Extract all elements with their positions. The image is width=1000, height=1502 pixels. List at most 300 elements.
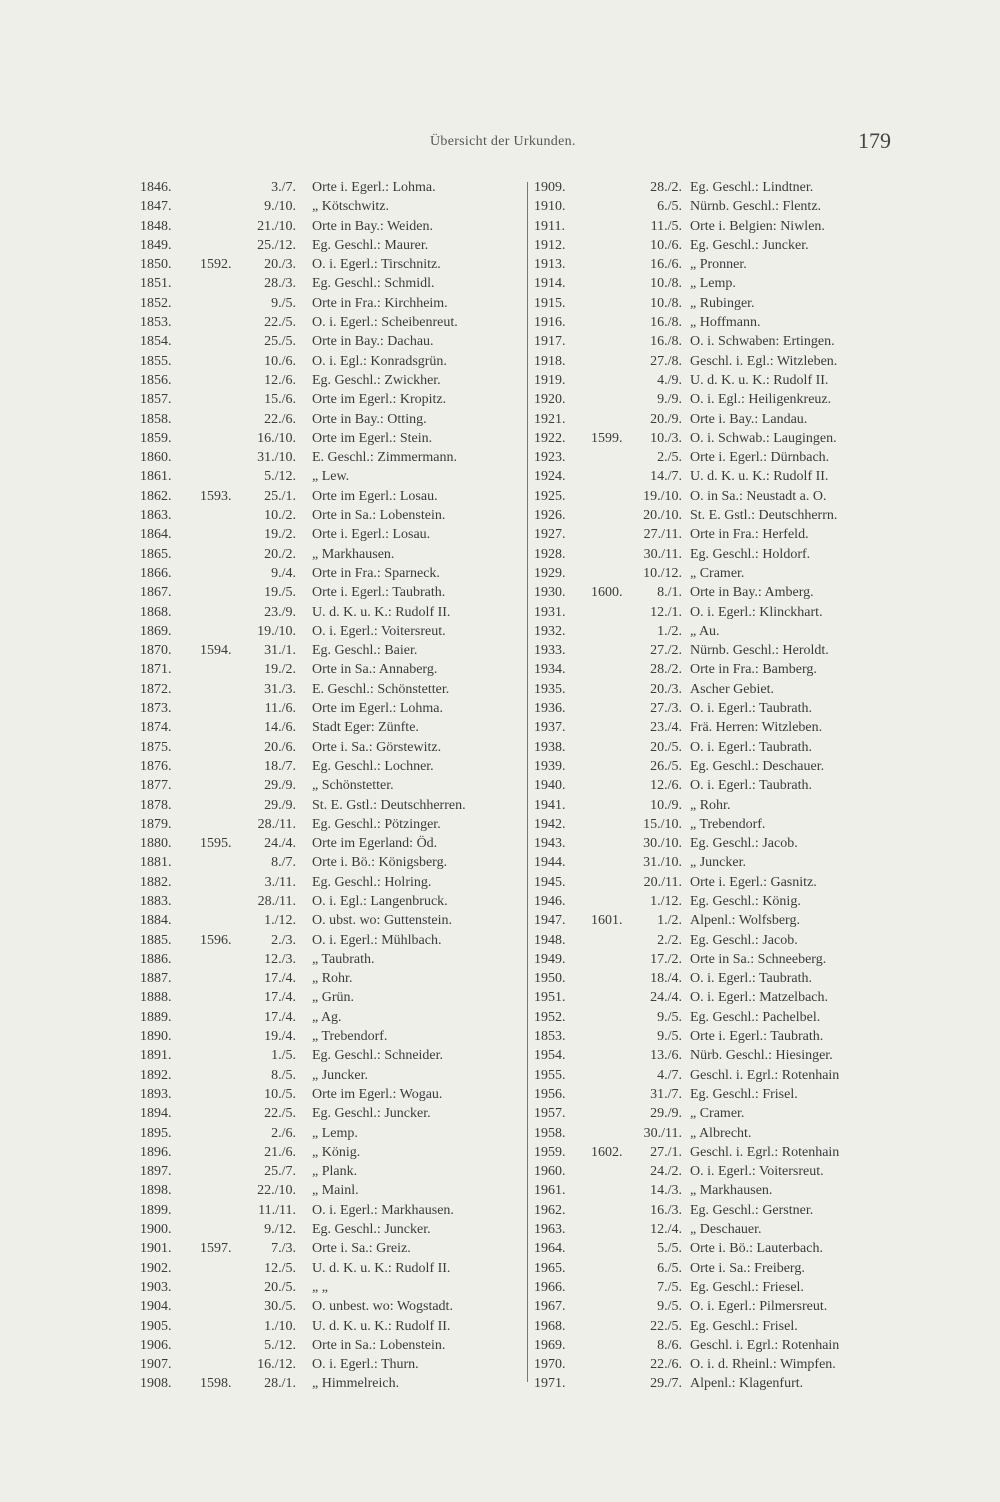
entry-date: 19./5. <box>264 585 296 601</box>
entry-number: 1932. <box>534 623 566 639</box>
entry-description: Eg. Geschl.: Holring. <box>312 874 432 890</box>
entry-date: 9./5. <box>657 1009 682 1025</box>
entry-description: O. i. Egerl.: Voitersreut. <box>690 1164 824 1180</box>
entry-number: 1939. <box>534 758 566 774</box>
entry-date: 20./5. <box>650 739 682 755</box>
entry-number: 1945. <box>534 874 566 890</box>
entry-number: 1926. <box>534 508 566 524</box>
list-item <box>140 1317 528 1336</box>
entry-date: 15./10. <box>643 816 682 832</box>
entry-description: Orte i. Bö.: Lauterbach. <box>690 1241 823 1257</box>
entry-number: 1899. <box>140 1202 172 1218</box>
entry-description: Geschl. i. Egrl.: Rotenhain <box>690 1144 840 1160</box>
entry-date: 19./10. <box>643 488 682 504</box>
entry-description: Eg. Geschl.: Lindtner. <box>690 180 814 195</box>
list-item <box>140 1124 528 1143</box>
entry-number: 1854. <box>140 334 172 350</box>
entry-date: 22./6. <box>650 1357 682 1373</box>
entry-year: 1600. <box>591 585 623 601</box>
entry-date: 12./5. <box>264 1260 296 1276</box>
entry-number: 1934. <box>534 662 566 678</box>
entry-number: 1889. <box>140 1009 172 1025</box>
entry-number: 1960. <box>534 1164 566 1180</box>
list-item <box>534 815 914 834</box>
entry-description: Eg. Geschl.: Holdorf. <box>690 546 811 562</box>
entry-description: Orte i. Bö.: Königsberg. <box>312 855 448 871</box>
entry-date: 9./5. <box>657 1299 682 1315</box>
entry-date: 3./11. <box>264 874 296 890</box>
entry-date: 2./2. <box>657 932 682 948</box>
entry-number: 1911. <box>534 218 565 234</box>
entry-description: E. Geschl.: Schönstetter. <box>312 681 450 697</box>
entry-description: U. d. K. u. K.: Rudolf II. <box>312 604 451 620</box>
entry-number: 1947. <box>534 913 566 929</box>
entry-date: 23./4. <box>650 720 682 736</box>
entry-number: 1917. <box>534 334 566 350</box>
entry-date: 12./3. <box>264 951 296 967</box>
list-item <box>534 1278 914 1297</box>
entry-number: 1913. <box>534 257 566 273</box>
entry-number: 1966. <box>534 1279 566 1295</box>
entry-date: 27./2. <box>650 643 682 659</box>
entry-year: 1593. <box>200 488 232 504</box>
entry-number: 1922. <box>534 430 566 446</box>
list-item <box>534 371 914 390</box>
entry-description: „ Albrecht. <box>690 1125 752 1141</box>
entry-description: Eg. Geschl.: Jacob. <box>690 932 798 948</box>
entry-description: Nürnb. Geschl.: Flentz. <box>690 199 822 215</box>
entry-description: Orte in Sa.: Lobenstein. <box>312 508 446 524</box>
entry-number: 1892. <box>140 1067 172 1083</box>
entry-date: 6./5. <box>657 199 682 215</box>
entry-date: 29./7. <box>650 1376 682 1392</box>
list-item <box>140 352 528 371</box>
entry-description: O. ubst. wo: Guttenstein. <box>312 913 452 929</box>
list-item <box>140 197 528 216</box>
entry-description: U. d. K. u. K.: Rudolf II. <box>312 1260 451 1276</box>
entry-number: 1909. <box>534 180 566 195</box>
entry-description: Orte in Bay.: Otting. <box>312 411 427 427</box>
entry-number: 1867. <box>140 585 172 601</box>
entry-description: Eg. Geschl.: Frisel. <box>690 1086 798 1102</box>
list-item <box>534 660 914 679</box>
entry-date: 1./12. <box>264 913 296 929</box>
list-item <box>534 332 914 351</box>
list-item <box>140 1008 528 1027</box>
entry-description: Orte i. Sa.: Freiberg. <box>690 1260 805 1276</box>
entry-date: 26./5. <box>650 758 682 774</box>
entry-date: 10./6. <box>264 353 296 369</box>
list-item <box>140 969 528 988</box>
entry-description: „ Ag. <box>312 1009 342 1025</box>
entry-number: 1887. <box>140 971 172 987</box>
column-divider <box>527 182 528 1382</box>
entry-number: 1860. <box>140 450 172 466</box>
entry-number: 1901. <box>140 1241 172 1257</box>
entry-description: Orte in Fra.: Kirchheim. <box>312 295 448 311</box>
entry-description: „ Rohr. <box>312 971 353 987</box>
entry-number: 1940. <box>534 778 566 794</box>
entry-number: 1853. <box>534 1029 566 1045</box>
entry-number: 1882. <box>140 874 172 890</box>
list-item <box>140 911 528 930</box>
entry-description: Orte in Sa.: Lobenstein. <box>312 1337 446 1353</box>
entry-description: O. i. Egerl.: Matzelbach. <box>690 990 829 1006</box>
entry-description: „ Markhausen. <box>312 546 395 562</box>
list-item <box>534 1336 914 1355</box>
entry-date: 10./3. <box>650 430 682 446</box>
entry-number: 1919. <box>534 372 566 388</box>
entry-description: St. E. Gstl.: Deutschherrn. <box>690 508 838 524</box>
entry-number: 1858. <box>140 411 172 427</box>
entry-date: 4./9. <box>657 372 682 388</box>
entry-year: 1595. <box>200 836 232 852</box>
entry-description: E. Geschl.: Zimmermann. <box>312 450 458 466</box>
entry-description: „ Taubrath. <box>312 951 375 967</box>
entry-description: Orte i. Belgien: Niwlen. <box>690 218 825 234</box>
entry-date: 5./5. <box>657 1241 682 1257</box>
right-column <box>534 178 914 1394</box>
entry-number: 1941. <box>534 797 566 813</box>
entry-date: 18./7. <box>264 758 296 774</box>
entry-date: 9./12. <box>264 1222 296 1238</box>
list-item <box>140 718 528 737</box>
list-item <box>534 1162 914 1181</box>
entry-description: U. d. K. u. K.: Rudolf II. <box>690 372 829 388</box>
entry-number: 1921. <box>534 411 566 427</box>
entry-description: „ Lew. <box>312 469 350 485</box>
list-item <box>534 1355 914 1374</box>
list-item <box>140 660 528 679</box>
entry-number: 1969. <box>534 1337 566 1353</box>
entry-date: 15./6. <box>264 392 296 408</box>
entry-number: 1857. <box>140 392 172 408</box>
entry-number: 1869. <box>140 623 172 639</box>
entry-number: 1946. <box>534 893 566 909</box>
list-item <box>534 1085 914 1104</box>
entry-date: 1./2. <box>657 623 682 639</box>
entry-date: 10./8. <box>650 295 682 311</box>
entry-number: 1910. <box>534 199 566 215</box>
entry-number: 1938. <box>534 739 566 755</box>
entry-date: 11./6. <box>264 701 296 717</box>
list-item <box>140 332 528 351</box>
entry-date: 29./9. <box>264 797 296 813</box>
entry-number: 1908. <box>140 1376 172 1392</box>
entry-number: 1927. <box>534 527 566 543</box>
entry-description: „ Schönstetter. <box>312 778 394 794</box>
entry-description: „ Rohr. <box>690 797 731 813</box>
entry-number: 1923. <box>534 450 566 466</box>
entry-date: 9./5. <box>271 295 296 311</box>
entry-description: Eg. Geschl.: Lochner. <box>312 758 434 774</box>
entry-description: „ Plank. <box>312 1164 358 1180</box>
entry-description: Frä. Herren: Witzleben. <box>690 720 823 736</box>
entry-description: O. i. Schwab.: Laugingen. <box>690 430 837 446</box>
page-number: 179 <box>858 128 891 153</box>
entry-number: 1925. <box>534 488 566 504</box>
entry-number: 1918. <box>534 353 566 369</box>
entry-description: Alpenl.: Klagenfurt. <box>690 1376 804 1392</box>
entry-number: 1965. <box>534 1260 566 1276</box>
entry-description: O. i. Egerl.: Scheibenreut. <box>312 315 458 331</box>
list-item <box>534 1220 914 1239</box>
entry-date: 2./5. <box>657 450 682 466</box>
entry-number: 1884. <box>140 913 172 929</box>
list-item <box>534 969 914 988</box>
entry-number: 1846. <box>140 180 172 195</box>
entry-description: Geschl. i. Egrl.: Rotenhain <box>690 1337 840 1353</box>
entry-number: 1851. <box>140 276 172 292</box>
entry-description: Orte i. Egerl.: Taubrath. <box>690 1029 824 1045</box>
list-item <box>140 1066 528 1085</box>
entry-description: O. unbest. wo: Wogstadt. <box>312 1299 453 1315</box>
entry-number: 1968. <box>534 1318 566 1334</box>
list-item <box>534 1027 914 1046</box>
entry-description: Orte im Egerl.: Wogau. <box>312 1086 443 1102</box>
entry-description: Orte in Bay.: Dachau. <box>312 334 434 350</box>
list-item <box>534 429 914 448</box>
list-item <box>534 467 914 486</box>
entry-number: 1959. <box>534 1144 566 1160</box>
entry-date: 27./1. <box>650 1144 682 1160</box>
entry-number: 1943. <box>534 836 566 852</box>
entry-number: 1878. <box>140 797 172 813</box>
list-item <box>140 1027 528 1046</box>
entry-number: 1881. <box>140 855 172 871</box>
list-item <box>140 1162 528 1181</box>
entry-number: 1954. <box>534 1048 566 1064</box>
list-item <box>140 1201 528 1220</box>
entry-date: 20./5. <box>264 1279 296 1295</box>
entry-description: O. i. Egerl.: Voitersreut. <box>312 623 446 639</box>
list-item <box>534 796 914 815</box>
entry-year: 1596. <box>200 932 232 948</box>
entry-number: 1900. <box>140 1222 172 1238</box>
entry-description: „ Kötschwitz. <box>312 199 389 215</box>
list-item <box>140 776 528 795</box>
entry-description: Stadt Eger: Zünfte. <box>312 720 419 736</box>
entry-number: 1931. <box>534 604 566 620</box>
entry-description: O. in Sa.: Neustadt a. O. <box>690 488 827 504</box>
entry-description: O. i. Egerl.: Thurn. <box>312 1357 419 1373</box>
entry-date: 20./6. <box>264 739 296 755</box>
entry-description: Orte i. Sa.: Görstewitz. <box>312 739 442 755</box>
entry-year: 1601. <box>591 913 623 929</box>
list-item <box>140 467 528 486</box>
list-item <box>534 313 914 332</box>
entry-date: 1./5. <box>271 1048 296 1064</box>
list-item <box>140 738 528 757</box>
entry-date: 31./1. <box>264 643 296 659</box>
entry-description: Orte i. Sa.: Greiz. <box>312 1241 411 1257</box>
entry-date: 1./12. <box>650 893 682 909</box>
entry-number: 1864. <box>140 527 172 543</box>
entry-date: 31./10. <box>643 855 682 871</box>
list-item <box>140 506 528 525</box>
list-item <box>534 1181 914 1200</box>
entry-date: 17./4. <box>264 1009 296 1025</box>
entry-number: 1936. <box>534 701 566 717</box>
running-title: Übersicht der Urkunden. <box>430 134 576 149</box>
entry-description: O. i. Egl.: Heiligenkreuz. <box>690 392 832 408</box>
list-item <box>140 931 528 950</box>
entry-date: 9./9. <box>657 392 682 408</box>
entry-date: 18./4. <box>650 971 682 987</box>
entry-number: 1871. <box>140 662 172 678</box>
entry-number: 1912. <box>534 237 566 253</box>
entry-date: 10./2. <box>264 508 296 524</box>
entry-date: 5./12. <box>264 1337 296 1353</box>
entry-date: 21./6. <box>264 1144 296 1160</box>
entry-year: 1597. <box>200 1241 232 1257</box>
entry-number: 1964. <box>534 1241 566 1257</box>
entry-number: 1929. <box>534 565 566 581</box>
page-header <box>0 130 1000 160</box>
entry-date: 19./10. <box>257 623 296 639</box>
entry-date: 6./5. <box>657 1260 682 1276</box>
entry-number: 1916. <box>534 315 566 331</box>
entry-date: 20./3. <box>650 681 682 697</box>
list-item <box>534 776 914 795</box>
entry-number: 1886. <box>140 951 172 967</box>
entry-description: Orte im Egerl.: Stein. <box>312 430 433 446</box>
entry-description: „ Cramer. <box>690 565 745 581</box>
entry-number: 1893. <box>140 1086 172 1102</box>
entry-number: 1850. <box>140 257 172 273</box>
list-item <box>534 622 914 641</box>
entry-number: 1862. <box>140 488 172 504</box>
list-item <box>140 178 528 197</box>
entry-date: 16./8. <box>650 334 682 350</box>
list-item <box>534 448 914 467</box>
entry-number: 1883. <box>140 893 172 909</box>
entry-date: 9./5. <box>657 1029 682 1045</box>
entry-description: „ Juncker. <box>312 1067 368 1083</box>
entry-description: Eg. Geschl.: Jacob. <box>690 836 798 852</box>
entry-date: 19./2. <box>264 527 296 543</box>
entry-date: 22./10. <box>257 1183 296 1199</box>
list-item <box>140 1239 528 1258</box>
list-item <box>534 1317 914 1336</box>
entry-date: 27./11. <box>643 527 682 543</box>
entry-number: 1962. <box>534 1202 566 1218</box>
entry-date: 29./9. <box>264 778 296 794</box>
entry-date: 7./5. <box>657 1279 682 1295</box>
entry-date: 27./8. <box>650 353 682 369</box>
entry-description: „ Himmelreich. <box>312 1376 400 1392</box>
list-item <box>140 1046 528 1065</box>
entry-date: 14./7. <box>650 469 682 485</box>
entry-description: Eg. Geschl.: Zwickher. <box>312 372 441 388</box>
entry-number: 1856. <box>140 372 172 388</box>
entry-description: O. i. d. Rheinl.: Wimpfen. <box>690 1357 836 1373</box>
entry-date: 8./7. <box>271 855 296 871</box>
entry-description: Eg. Geschl.: Baier. <box>312 643 418 659</box>
entry-number: 1898. <box>140 1183 172 1199</box>
entry-description: Nürnb. Geschl.: Heroldt. <box>690 643 829 659</box>
entry-number: 1920. <box>534 392 566 408</box>
entry-date: 30./5. <box>264 1299 296 1315</box>
entry-number: 1853. <box>140 315 172 331</box>
entry-description: Eg. Geschl.: Pötzinger. <box>312 816 441 832</box>
entry-date: 22./6. <box>264 411 296 427</box>
entry-date: 22./5. <box>264 315 296 331</box>
entry-description: „ Au. <box>690 623 720 639</box>
list-item <box>534 892 914 911</box>
entry-number: 1914. <box>534 276 566 292</box>
entry-date: 28./3. <box>264 276 296 292</box>
entry-description: O. i. Schwaben: Ertingen. <box>690 334 835 350</box>
entry-number: 1868. <box>140 604 172 620</box>
list-item <box>140 410 528 429</box>
list-item <box>140 313 528 332</box>
entry-description: Orte im Egerl.: Losau. <box>312 488 438 504</box>
entry-number: 1924. <box>534 469 566 485</box>
entry-date: 16./3. <box>650 1202 682 1218</box>
list-item <box>534 487 914 506</box>
entry-number: 1950. <box>534 971 566 987</box>
entry-number: 1907. <box>140 1357 172 1373</box>
entry-number: 1849. <box>140 237 172 253</box>
entry-description: Eg. Geschl.: König. <box>690 893 801 909</box>
list-item <box>534 178 914 197</box>
entry-date: 16./12. <box>257 1357 296 1373</box>
entry-date: 20./3. <box>264 257 296 273</box>
left-column <box>140 178 528 1394</box>
list-item <box>140 525 528 544</box>
list-item <box>534 680 914 699</box>
entry-number: 1879. <box>140 816 172 832</box>
entry-description: O. i. Egerl.: Tirschnitz. <box>312 257 441 273</box>
entry-description: Orte in Sa.: Annaberg. <box>312 662 438 678</box>
list-item <box>140 274 528 293</box>
entry-number: 1861. <box>140 469 172 485</box>
entry-date: 7./3. <box>271 1241 296 1257</box>
list-item <box>140 950 528 969</box>
entry-description: Eg. Geschl.: Juncker. <box>690 237 809 253</box>
list-item <box>534 294 914 313</box>
entry-description: Orte in Bay.: Weiden. <box>312 218 433 234</box>
entry-description: Nürb. Geschl.: Hiesinger. <box>690 1048 833 1064</box>
list-item <box>140 699 528 718</box>
entry-description: Orte in Fra.: Herfeld. <box>690 527 809 543</box>
entry-description: Orte in Fra.: Sparneck. <box>312 565 440 581</box>
entry-description: „ Cramer. <box>690 1106 745 1122</box>
entry-date: 3./7. <box>271 180 296 195</box>
entry-description: „ Markhausen. <box>690 1183 773 1199</box>
entry-date: 27./3. <box>650 701 682 717</box>
entry-date: 5./12. <box>264 469 296 485</box>
list-item <box>140 622 528 641</box>
list-item <box>140 796 528 815</box>
entry-date: 9./4. <box>271 565 296 581</box>
entry-description: O. i. Egerl.: Taubrath. <box>690 971 813 987</box>
list-item <box>534 274 914 293</box>
entry-number: 1963. <box>534 1222 566 1238</box>
entry-description: Orte i. Bay.: Landau. <box>690 411 808 427</box>
entry-date: 2./6. <box>271 1125 296 1141</box>
list-item <box>534 950 914 969</box>
entry-number: 1863. <box>140 508 172 524</box>
entry-description: Orte in Sa.: Schneeberg. <box>690 951 827 967</box>
list-item <box>140 448 528 467</box>
entry-number: 1948. <box>534 932 566 948</box>
entry-description: Eg. Geschl.: Maurer. <box>312 237 429 253</box>
entry-date: 31./7. <box>650 1086 682 1102</box>
list-item <box>534 1046 914 1065</box>
entry-date: 11./5. <box>650 218 682 234</box>
